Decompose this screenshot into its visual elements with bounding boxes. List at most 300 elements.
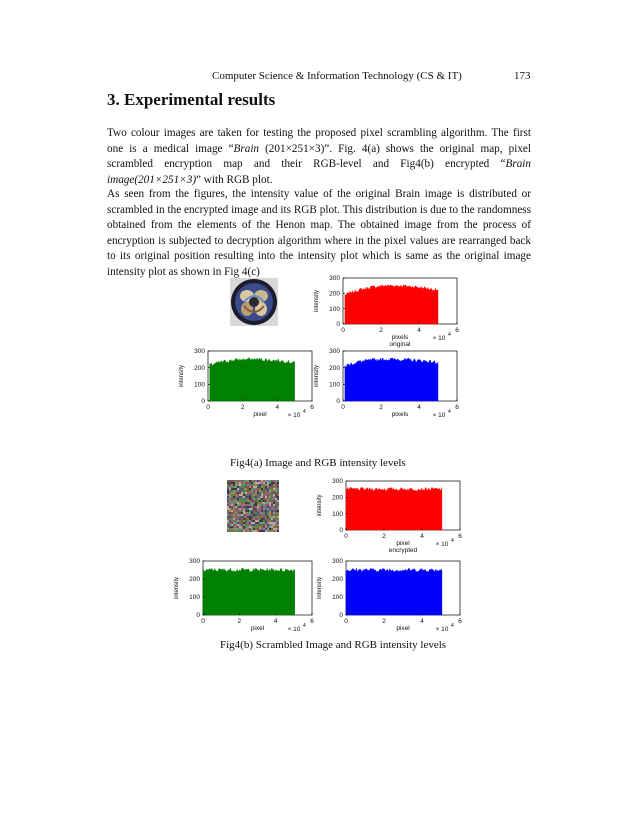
noise-pixel <box>243 490 245 492</box>
noise-pixel <box>231 508 233 510</box>
x-tick-label: 2 <box>379 404 383 411</box>
noise-pixel <box>269 498 271 500</box>
noise-pixel <box>233 520 235 522</box>
noise-pixel <box>245 486 247 488</box>
x-axis-sublabel: encrypted <box>388 547 418 554</box>
noise-pixel <box>277 506 279 508</box>
noise-pixel <box>239 490 241 492</box>
noise-pixel <box>269 496 271 498</box>
noise-pixel <box>245 502 247 504</box>
noise-pixel <box>227 502 229 504</box>
noise-pixel <box>233 490 235 492</box>
noise-pixel <box>259 506 261 508</box>
noise-pixel <box>257 508 259 510</box>
noise-pixel <box>267 500 269 502</box>
noise-pixel <box>231 494 233 496</box>
noise-pixel <box>263 512 265 514</box>
noise-pixel <box>273 522 275 524</box>
noise-pixel <box>235 484 237 486</box>
noise-pixel <box>261 504 263 506</box>
noise-pixel <box>257 504 259 506</box>
noise-pixel <box>265 506 267 508</box>
noise-pixel <box>231 520 233 522</box>
noise-pixel <box>227 504 229 506</box>
noise-pixel <box>229 492 231 494</box>
noise-pixel <box>277 494 279 496</box>
noise-pixel <box>233 482 235 484</box>
noise-pixel <box>233 510 235 512</box>
noise-pixel <box>237 522 239 524</box>
noise-pixel <box>235 510 237 512</box>
noise-pixel <box>273 492 275 494</box>
y-tick-label: 0 <box>339 527 343 535</box>
chart-a-blue <box>305 343 465 421</box>
noise-pixel <box>259 520 261 522</box>
noise-pixel <box>273 490 275 492</box>
noise-pixel <box>261 490 263 492</box>
noise-pixel <box>247 502 249 504</box>
noise-pixel <box>251 520 253 522</box>
noise-pixel <box>233 528 235 530</box>
noise-pixel <box>277 528 279 530</box>
noise-pixel <box>257 500 259 502</box>
x-multiplier: × 10 <box>432 412 446 419</box>
noise-pixel <box>241 512 243 514</box>
noise-pixel <box>237 526 239 528</box>
noise-pixel <box>255 528 257 530</box>
noise-pixel <box>251 486 253 488</box>
noise-pixel <box>277 508 279 510</box>
noise-pixel <box>253 500 255 502</box>
noise-pixel <box>241 516 243 518</box>
noise-pixel <box>271 500 273 502</box>
noise-pixel <box>231 488 233 490</box>
scrambled-image <box>227 480 279 532</box>
noise-pixel <box>275 516 277 518</box>
y-tick-label: 0 <box>336 398 340 406</box>
noise-pixel <box>251 488 253 490</box>
y-axis-label: intensity <box>317 576 323 600</box>
noise-pixel <box>229 502 231 504</box>
noise-pixel <box>255 500 257 502</box>
noise-pixel <box>271 512 273 514</box>
y-tick-label: 0 <box>339 612 343 620</box>
y-tick-label: 100 <box>329 305 340 313</box>
noise-pixel <box>241 528 243 530</box>
y-tick-label: 300 <box>194 348 205 356</box>
x-axis-label: pixels <box>391 334 409 341</box>
x-exponent: 4 <box>451 538 454 544</box>
noise-pixel <box>253 490 255 492</box>
noise-pixel <box>259 514 261 516</box>
noise-pixel <box>275 512 277 514</box>
noise-pixel <box>249 524 251 526</box>
noise-pixel <box>239 498 241 500</box>
noise-pixel <box>247 494 249 496</box>
noise-pixel <box>251 516 253 518</box>
noise-pixel <box>231 526 233 528</box>
noise-pixel <box>253 498 255 500</box>
noise-pixel <box>261 510 263 512</box>
noise-pixel <box>263 526 265 528</box>
x-axis-label: pixels <box>391 411 409 418</box>
noise-pixel <box>257 502 259 504</box>
x-tick-label: 6 <box>310 618 314 625</box>
noise-pixel <box>273 514 275 516</box>
noise-pixel <box>259 522 261 524</box>
y-tick-label: 200 <box>332 576 343 584</box>
x-exponent: 4 <box>303 409 306 415</box>
noise-pixel <box>273 510 275 512</box>
noise-pixel <box>273 504 275 506</box>
noise-pixel <box>231 500 233 502</box>
noise-pixel <box>261 484 263 486</box>
noise-pixel <box>239 516 241 518</box>
noise-pixel <box>253 510 255 512</box>
noise-pixel <box>277 492 279 494</box>
noise-pixel <box>227 480 229 482</box>
noise-pixel <box>275 480 277 482</box>
noise-pixel <box>275 524 277 526</box>
noise-pixel <box>275 518 277 520</box>
noise-pixel <box>273 512 275 514</box>
noise-pixel <box>267 516 269 518</box>
noise-pixel <box>277 514 279 516</box>
noise-pixel <box>245 512 247 514</box>
noise-pixel <box>259 510 261 512</box>
noise-pixel <box>243 508 245 510</box>
noise-pixel <box>271 498 273 500</box>
noise-pixel <box>263 514 265 516</box>
noise-pixel <box>277 512 279 514</box>
noise-pixel <box>247 504 249 506</box>
noise-pixel <box>237 486 239 488</box>
noise-pixel <box>259 498 261 500</box>
noise-pixel <box>271 490 273 492</box>
noise-pixel <box>239 522 241 524</box>
noise-pixel <box>233 486 235 488</box>
noise-pixel <box>255 512 257 514</box>
noise-pixel <box>235 514 237 516</box>
noise-pixel <box>267 508 269 510</box>
noise-pixel <box>263 492 265 494</box>
noise-pixel <box>235 506 237 508</box>
noise-pixel <box>271 530 273 532</box>
noise-pixel <box>231 502 233 504</box>
noise-pixel <box>241 496 243 498</box>
noise-pixel <box>241 490 243 492</box>
noise-pixel <box>261 486 263 488</box>
noise-pixel <box>255 498 257 500</box>
noise-pixel <box>257 498 259 500</box>
noise-pixel <box>257 520 259 522</box>
noise-pixel <box>233 514 235 516</box>
noise-pixel <box>229 484 231 486</box>
noise-pixel <box>267 488 269 490</box>
noise-pixel <box>273 482 275 484</box>
noise-pixel <box>243 480 245 482</box>
noise-pixel <box>269 500 271 502</box>
noise-pixel <box>259 486 261 488</box>
y-axis-label: intensity <box>179 364 185 388</box>
noise-pixel <box>245 530 247 532</box>
noise-pixel <box>275 500 277 502</box>
noise-pixel <box>265 502 267 504</box>
x-multiplier: × 10 <box>435 626 449 633</box>
noise-pixel <box>269 494 271 496</box>
noise-pixel <box>277 486 279 488</box>
noise-pixel <box>241 484 243 486</box>
noise-pixel <box>231 492 233 494</box>
noise-pixel <box>273 528 275 530</box>
noise-pixel <box>251 480 253 482</box>
noise-pixel <box>269 504 271 506</box>
noise-pixel <box>253 520 255 522</box>
noise-pixel <box>253 512 255 514</box>
noise-pixel <box>243 484 245 486</box>
noise-pixel <box>229 498 231 500</box>
noise-pixel <box>235 488 237 490</box>
noise-pixel <box>235 500 237 502</box>
x-tick-label: 0 <box>201 618 205 625</box>
intensity-area <box>346 568 442 615</box>
noise-pixel <box>241 480 243 482</box>
noise-pixel <box>255 480 257 482</box>
noise-pixel <box>253 506 255 508</box>
noise-pixel <box>241 494 243 496</box>
noise-pixel <box>255 524 257 526</box>
noise-pixel <box>271 518 273 520</box>
noise-pixel <box>267 504 269 506</box>
y-tick-label: 300 <box>332 558 343 566</box>
noise-pixel <box>271 508 273 510</box>
noise-pixel <box>241 500 243 502</box>
x-multiplier: × 10 <box>435 541 449 548</box>
noise-pixel <box>265 524 267 526</box>
noise-pixel <box>233 494 235 496</box>
noise-pixel <box>239 502 241 504</box>
noise-pixel <box>243 514 245 516</box>
x-tick-label: 6 <box>458 533 462 540</box>
noise-pixel <box>267 506 269 508</box>
noise-pixel <box>249 482 251 484</box>
noise-pixel <box>261 520 263 522</box>
noise-pixel <box>233 522 235 524</box>
noise-pixel <box>271 484 273 486</box>
noise-pixel <box>229 522 231 524</box>
x-tick-label: 4 <box>420 533 424 540</box>
noise-pixel <box>227 510 229 512</box>
noise-pixel <box>273 498 275 500</box>
noise-pixel <box>253 528 255 530</box>
noise-pixel <box>269 506 271 508</box>
noise-pixel <box>229 490 231 492</box>
noise-pixel <box>245 520 247 522</box>
noise-pixel <box>243 510 245 512</box>
noise-pixel <box>227 492 229 494</box>
noise-pixel <box>269 514 271 516</box>
noise-pixel <box>231 522 233 524</box>
noise-pixel <box>257 494 259 496</box>
y-tick-label: 300 <box>189 558 200 566</box>
x-tick-label: 6 <box>455 327 459 334</box>
noise-pixel <box>265 484 267 486</box>
noise-pixel <box>229 500 231 502</box>
noise-pixel <box>265 496 267 498</box>
noise-pixel <box>235 530 237 532</box>
noise-pixel <box>249 490 251 492</box>
noise-pixel <box>237 520 239 522</box>
noise-pixel <box>265 508 267 510</box>
noise-pixel <box>227 526 229 528</box>
noise-pixel <box>267 482 269 484</box>
noise-pixel <box>235 498 237 500</box>
noise-pixel <box>227 484 229 486</box>
noise-pixel <box>239 500 241 502</box>
noise-pixel <box>263 480 265 482</box>
noise-pixel <box>227 512 229 514</box>
noise-pixel <box>229 496 231 498</box>
noise-pixel <box>235 526 237 528</box>
y-tick-label: 300 <box>332 478 343 486</box>
noise-pixel <box>269 486 271 488</box>
noise-pixel <box>237 508 239 510</box>
noise-pixel <box>261 528 263 530</box>
noise-pixel <box>227 518 229 520</box>
x-multiplier: × 10 <box>432 335 446 342</box>
noise-pixel <box>245 514 247 516</box>
noise-pixel <box>275 488 277 490</box>
noise-pixel <box>273 480 275 482</box>
noise-pixel <box>251 482 253 484</box>
noise-pixel <box>275 508 277 510</box>
noise-pixel <box>265 520 267 522</box>
noise-pixel <box>273 524 275 526</box>
noise-pixel <box>251 506 253 508</box>
noise-pixel <box>231 514 233 516</box>
noise-pixel <box>249 488 251 490</box>
noise-pixel <box>227 508 229 510</box>
noise-pixel <box>269 482 271 484</box>
noise-pixel <box>227 514 229 516</box>
noise-pixel <box>259 528 261 530</box>
noise-pixel <box>267 514 269 516</box>
noise-pixel <box>227 494 229 496</box>
noise-pixel <box>271 514 273 516</box>
noise-pixel <box>263 496 265 498</box>
chart-a-green <box>170 343 320 421</box>
noise-pixel <box>237 506 239 508</box>
noise-pixel <box>255 504 257 506</box>
noise-pixel <box>259 500 261 502</box>
paragraph-1-italic-a: Brain <box>233 142 260 155</box>
x-tick-label: 2 <box>237 618 242 625</box>
noise-pixel <box>253 488 255 490</box>
chart-b-red <box>308 473 468 558</box>
noise-pixel <box>253 502 255 504</box>
noise-pixel <box>277 516 279 518</box>
noise-pixel <box>229 518 231 520</box>
noise-pixel <box>271 520 273 522</box>
noise-pixel <box>271 482 273 484</box>
noise-pixel <box>233 526 235 528</box>
noise-pixel <box>237 518 239 520</box>
noise-pixel <box>239 480 241 482</box>
noise-pixel <box>231 496 233 498</box>
noise-pixel <box>263 528 265 530</box>
noise-pixel <box>243 482 245 484</box>
noise-pixel <box>243 494 245 496</box>
x-axis-label: pixel <box>396 540 410 547</box>
noise-pixel <box>257 530 259 532</box>
noise-pixel <box>265 500 267 502</box>
noise-pixel <box>269 516 271 518</box>
noise-pixel <box>249 502 251 504</box>
noise-pixel <box>267 502 269 504</box>
noise-pixel <box>257 492 259 494</box>
y-axis-label: intensity <box>314 289 320 313</box>
noise-pixel <box>273 520 275 522</box>
noise-pixel <box>255 488 257 490</box>
noise-pixel <box>277 480 279 482</box>
noise-pixel <box>253 526 255 528</box>
noise-pixel <box>251 530 253 532</box>
noise-pixel <box>249 496 251 498</box>
paragraph-1-text-c: ” with RGB plot. <box>196 173 273 186</box>
noise-pixel <box>247 522 249 524</box>
noise-pixel <box>239 506 241 508</box>
noise-pixel <box>237 492 239 494</box>
noise-pixel <box>263 524 265 526</box>
noise-pixel <box>243 504 245 506</box>
noise-pixel <box>239 482 241 484</box>
noise-pixel <box>271 526 273 528</box>
noise-pixel <box>245 518 247 520</box>
noise-pixel <box>237 482 239 484</box>
x-exponent: 4 <box>448 332 451 338</box>
noise-pixel <box>253 504 255 506</box>
noise-pixel <box>265 498 267 500</box>
noise-pixel <box>247 526 249 528</box>
noise-pixel <box>271 510 273 512</box>
noise-pixel <box>241 504 243 506</box>
noise-pixel <box>255 510 257 512</box>
noise-pixel <box>243 518 245 520</box>
y-axis-label: intensity <box>314 364 320 388</box>
noise-pixel <box>265 488 267 490</box>
noise-pixel <box>247 530 249 532</box>
noise-pixel <box>229 524 231 526</box>
noise-pixel <box>237 514 239 516</box>
x-tick-label: 4 <box>420 618 424 625</box>
brain-original-image <box>230 278 278 326</box>
y-tick-label: 100 <box>189 594 200 602</box>
noise-pixel <box>259 524 261 526</box>
noise-pixel <box>243 522 245 524</box>
y-tick-label: 300 <box>329 275 340 283</box>
noise-pixel <box>231 518 233 520</box>
noise-pixel <box>253 480 255 482</box>
noise-pixel <box>259 492 261 494</box>
noise-pixel <box>231 528 233 530</box>
noise-pixel <box>267 524 269 526</box>
noise-pixel <box>257 480 259 482</box>
noise-pixel <box>243 512 245 514</box>
noise-pixel <box>263 508 265 510</box>
noise-pixel <box>227 528 229 530</box>
noise-pixel <box>245 494 247 496</box>
noise-pixel <box>267 484 269 486</box>
